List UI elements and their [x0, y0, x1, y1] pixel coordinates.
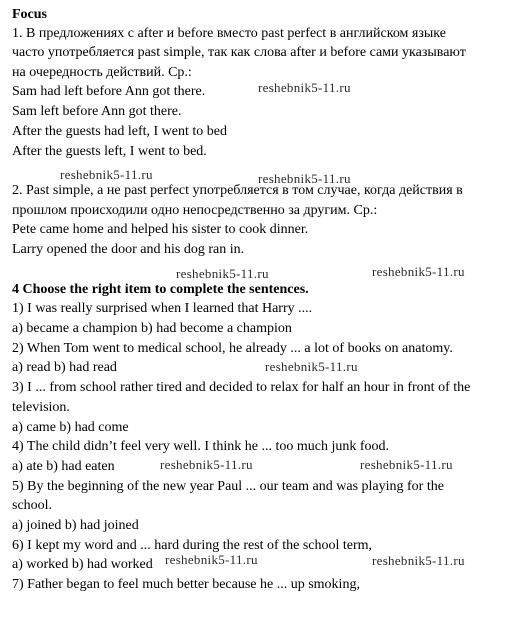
text-line: a) joined b) had joined: [12, 518, 139, 533]
watermark: reshebnik5-11.ru: [258, 171, 351, 186]
section-heading: Focus: [12, 7, 47, 22]
watermark: reshebnik5-11.ru: [60, 167, 153, 182]
text-line: 3) I ... from school rather tired and decided to relax for half an hour in front of the: [12, 380, 471, 395]
watermark: reshebnik5-11.ru: [176, 266, 269, 281]
text-line: a) came b) had come: [12, 420, 129, 435]
text-line: Sam had left before Ann got there.: [12, 84, 206, 99]
text-line: a) worked b) had worked: [12, 557, 153, 572]
watermark: reshebnik5-11.ru: [360, 457, 453, 472]
text-line: Pete came home and helped his sister to cook dinner.: [12, 222, 309, 237]
text-line: Sam left before Ann got there.: [12, 104, 182, 119]
text-line: a) read b) had read: [12, 360, 117, 375]
text-line: часто употребляется past simple, так как слова after и before сами указывают: [12, 45, 466, 60]
watermark: reshebnik5-11.ru: [165, 552, 258, 567]
text-line: After the guests had left, I went to bed: [12, 124, 227, 139]
text-line: на очередность действий. Ср.:: [12, 65, 192, 80]
exercise-heading: 4 Choose the right item to complete the sentences.: [12, 282, 309, 297]
watermark: reshebnik5-11.ru: [258, 80, 351, 95]
watermark: reshebnik5-11.ru: [372, 264, 465, 279]
text-line: 7) Father began to feel much better because he ... up smoking,: [12, 577, 360, 592]
text-line: a) ate b) had eaten: [12, 459, 115, 474]
text-line: 1. В предложениях с after и before вместо past perfect в английском языке: [12, 26, 446, 41]
text-line: a) became a champion b) had become a champion: [12, 321, 292, 336]
text-line: 2) When Tom went to medical school, he already ... a lot of books on anatomy.: [12, 341, 453, 356]
text-line: 2. Past simple, а не past perfect употребляется в том случае, когда действия в: [12, 183, 463, 198]
text-line: 4) The child didn’t feel very well. I think he ... too much junk food.: [12, 439, 390, 454]
text-line: 1) I was really surprised when I learned that Harry ....: [12, 301, 313, 316]
watermark: reshebnik5-11.ru: [265, 359, 358, 374]
text-line: After the guests left, I went to bed.: [12, 144, 207, 159]
text-line: 5) By the beginning of the new year Paul ... our team and was playing for the: [12, 479, 444, 494]
text-line: school.: [12, 498, 53, 513]
text-line: Larry opened the door and his dog ran in.: [12, 242, 245, 257]
text-line: прошлом происходили одно непосредственно за другим. Ср.:: [12, 203, 378, 218]
text-line: television.: [12, 400, 70, 415]
watermark: reshebnik5-11.ru: [160, 457, 253, 472]
text-line: 6) I kept my word and ... hard during the rest of the school term,: [12, 538, 373, 553]
watermark: reshebnik5-11.ru: [372, 553, 465, 568]
